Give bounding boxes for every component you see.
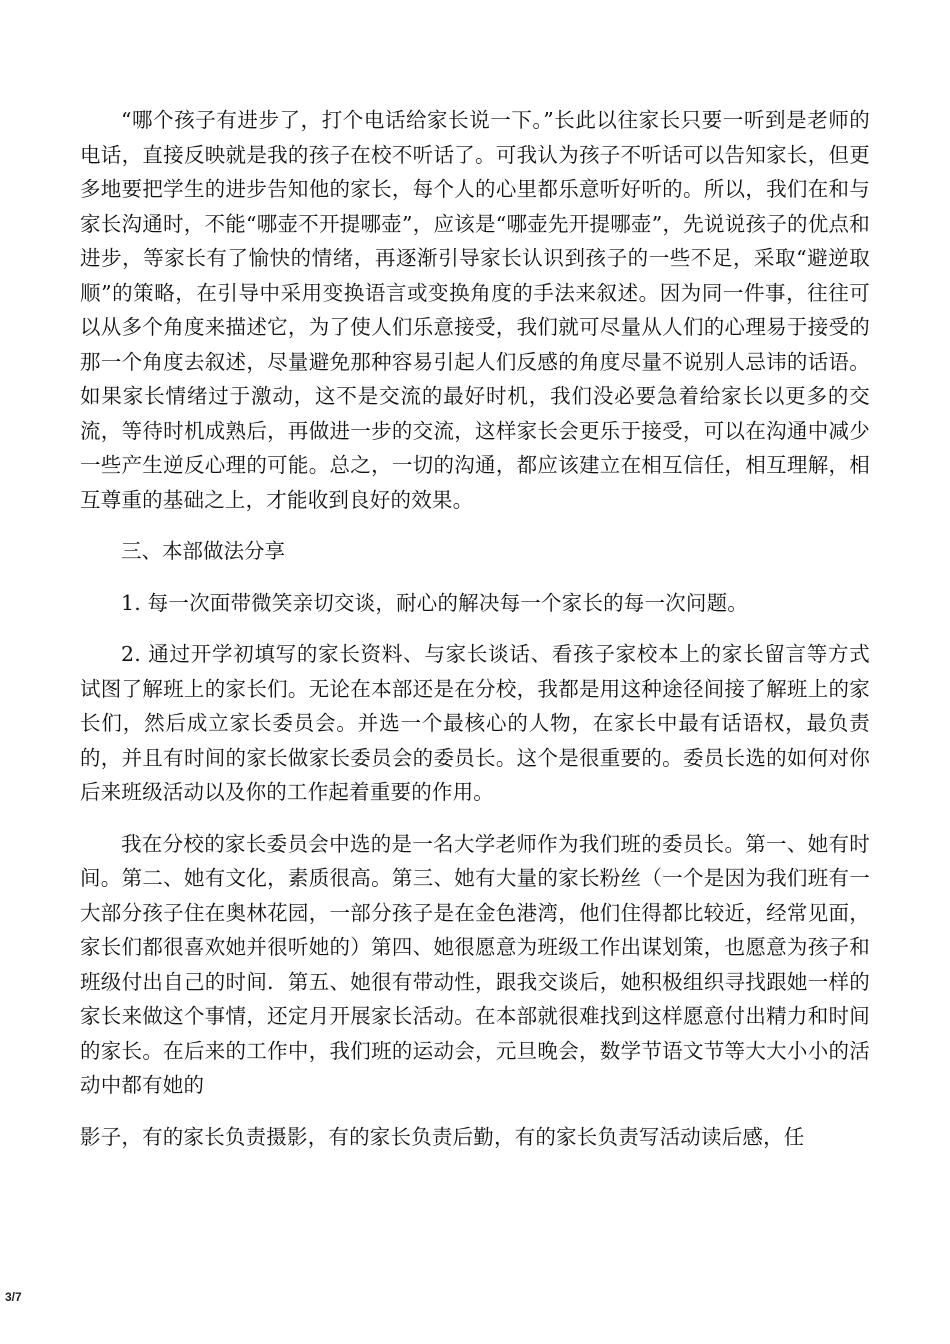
document-body [80,103,870,1171]
page-number: 3/7 [5,1290,22,1304]
section-heading: 三、本部做法分享 [121,539,285,563]
paragraph-continuation: 影子，有的家长负责摄影，有的家长负责后勤，有的家长负责写活动读后感，任 [80,1124,805,1149]
paragraph-item-1: 1. 每一次面带微笑亲切交谈，耐心的解决每一个家长的每一次问题。 [121,590,748,615]
paragraph-item-2: 2. 通过开学初填写的家长资料、与家长谈话、看孩子家校本上的家长留言等方式试图了解班上的家长们。无论在本部还是在分校，我都是用这种途径间接了解班上的家长们，然后成立家长委员会。并选一个最核心的人物，在家长中最有话语权，最负责的，并且有时间的家长做家长委员会的委员长。这个是很重要的。委员长选的如何对你后来班级活动以及你的工作起着重要的作用。 [80,642,870,804]
paragraph-communication: “哪个孩子有进步了，打个电话给家长说一下。”长此以往家长只要一听到是老师的电话，直接反映就是我的孩子在校不听话了。可我认为孩子不听话可以告知家长，但更多地要把学生的进步告知他的家长，每个人的心里都乐意听好听的。所以，我们在和与家长沟通时，不能“哪壶不开提哪壶”，应该是“哪壶先开提哪壶”，先说说孩子的优点和进步，等家长有了愉快的情绪，再逐渐引导家长认识到孩子的一些不足，采取“避逆取顺”的策略，在引导中采用变换语言或变换角度的手法来叙述。因为同一件事，往往可以从多个角度来描述它，为了使人们乐意接受，我们就可尽量从人们的心理易于接受的那一个角度去叙述，尽量避免那种容易引起人们反感的角度尽量不说别人忌讳的话语。如果家长情绪过于激动，这不是交流的最好时机，我们没必要急着给家长以更多的交流，等待时机成熟后，再做进一步的交流，这样家长会更乐于接受，可以在沟通中减少一些产生逆反心理的可能。总之，一切的沟通，都应该建立在相互信任，相互理解，相互尊重的基础之上，才能收到良好的效果。 [80,108,870,512]
paragraph-committee-chair: 我在分校的家长委员会中选的是一名大学老师作为我们班的委员长。第一、她有时间。第二、她有文化，素质很高。第三、她有大量的家长粉丝（一个是因为我们班有一大部分孩子住在奥林花园，一部分孩子是在金色港湾，他们住得都比较近，经常见面，家长们都很喜欢她并很听她的）第四、她很愿意为班级工作出谋划策，也愿意为孩子和班级付出自己的时间．第五、她很有带动性，跟我交谈后，她积极组织寻找跟她一样的家长来做这个事情，还定月开展家长活动。在本部就很难找到这样愿意付出精力和时间的家长。在后来的工作中，我们班的运动会，元旦晚会，数学节语文节等大大小小的活动中都有她的 [80,831,870,1097]
